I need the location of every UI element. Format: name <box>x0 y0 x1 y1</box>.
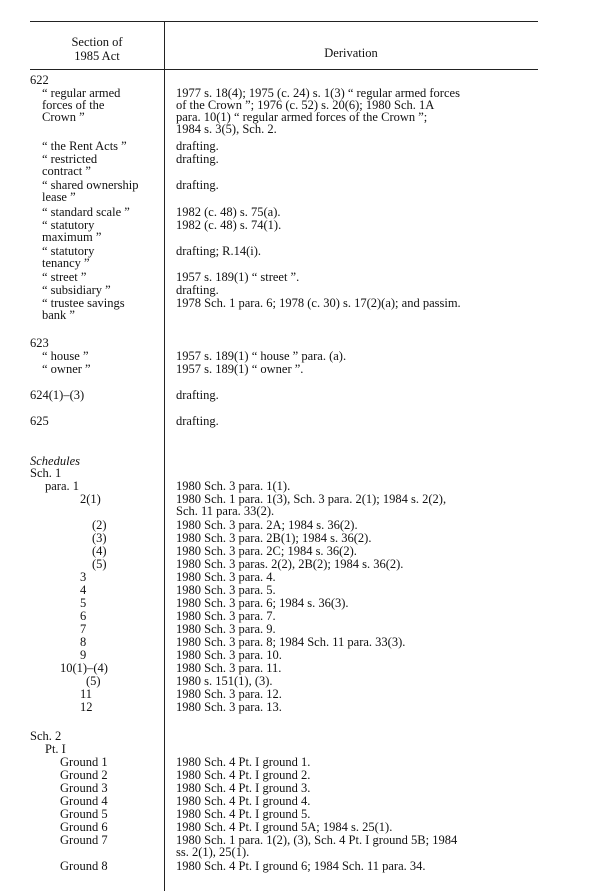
derivation-cell: drafting. <box>176 178 219 192</box>
derivation-cell: 1980 Sch. 3 para. 5. <box>176 583 276 597</box>
section-cell: 8 <box>80 635 87 649</box>
section-cell: 5 <box>80 596 87 610</box>
section-cell: 6 <box>80 609 87 623</box>
derivation-cell: drafting. <box>176 152 219 166</box>
derivation-cell: 1980 Sch. 4 Pt. I ground 5A; 1984 s. 25(1). <box>176 820 393 834</box>
section-cell: “ standard scale ” <box>42 205 130 219</box>
derivation-cell: 1980 Sch. 3 para. 11. <box>176 661 282 675</box>
derivation-cell: 1977 s. 18(4); 1975 (c. 24) s. 1(3) “ regular armed forces of the Crown ”; 1976 (c. 52) s. 20(6); 1980 Sch. 1A para. 10(1) “ regular armed forces of the Crown ”; 1984 s. 3(5), Sch. 2. <box>176 86 460 136</box>
section-cell: 12 <box>80 700 93 714</box>
derivation-cell: 1980 Sch. 4 Pt. I ground 4. <box>176 794 311 808</box>
derivation-cell: 1980 Sch. 4 Pt. I ground 3. <box>176 781 311 795</box>
section-cell: 2(1) <box>80 492 101 506</box>
section-cell: 624(1)–(3) <box>30 388 85 402</box>
derivation-cell: drafting. <box>176 139 219 153</box>
section-cell: 10(1)–(4) <box>60 661 108 675</box>
section-cell: 622 <box>30 73 49 87</box>
derivation-cell: 1980 Sch. 3 para. 12. <box>176 687 282 701</box>
derivation-cell: drafting. <box>176 283 219 297</box>
section-cell: (3) <box>92 531 107 545</box>
section-cell: “ the Rent Acts ” <box>42 139 127 153</box>
derivation-cell: 1980 Sch. 4 Pt. I ground 1. <box>176 755 311 769</box>
derivation-cell: 1957 s. 189(1) “ street ”. <box>176 270 300 284</box>
derivation-cell: 1957 s. 189(1) “ owner ”. <box>176 362 304 376</box>
derivation-cell: 1982 (c. 48) s. 74(1). <box>176 218 282 232</box>
header-rule <box>30 69 538 70</box>
derivation-cell: 1980 Sch. 3 para. 6; 1984 s. 36(3). <box>176 596 349 610</box>
section-cell: “ trustee savings bank ” <box>42 296 125 322</box>
section-cell: “ shared ownership lease ” <box>42 178 139 204</box>
section-cell: Ground 8 <box>60 859 108 873</box>
header-derivation-column: Derivation <box>324 46 378 60</box>
derivation-cell: 1980 Sch. 3 para. 9. <box>176 622 276 636</box>
derivation-cell: drafting. <box>176 388 219 402</box>
top-rule <box>30 21 538 22</box>
section-cell: Ground 2 <box>60 768 108 782</box>
derivation-cell: 1978 Sch. 1 para. 6; 1978 (c. 30) s. 17(2)(a); and passim. <box>176 296 461 310</box>
section-cell: “ statutory tenancy ” <box>42 244 95 270</box>
section-cell: 4 <box>80 583 87 597</box>
section-cell: “ subsidiary ” <box>42 283 111 297</box>
section-cell: Sch. 2 <box>30 729 62 743</box>
section-cell: “ regular armed forces of the Crown ” <box>42 86 121 124</box>
derivation-cell: 1980 Sch. 3 para. 13. <box>176 700 282 714</box>
section-cell: 625 <box>30 414 49 428</box>
column-divider <box>164 21 165 891</box>
section-cell: Ground 7 <box>60 833 108 847</box>
section-cell: Pt. I <box>45 742 66 756</box>
derivation-cell: 1980 s. 151(1), (3). <box>176 674 273 688</box>
derivation-cell: 1980 Sch. 4 Pt. I ground 5. <box>176 807 311 821</box>
section-cell: (5) <box>86 674 101 688</box>
derivation-cell: 1980 Sch. 4 Pt. I ground 2. <box>176 768 311 782</box>
derivation-cell: 1980 Sch. 3 para. 2B(1); 1984 s. 36(2). <box>176 531 372 545</box>
section-cell: 7 <box>80 622 87 636</box>
section-cell: (2) <box>92 518 107 532</box>
derivation-cell: 1980 Sch. 3 para. 4. <box>176 570 276 584</box>
section-cell: Schedules <box>30 454 80 468</box>
derivation-cell: 1980 Sch. 3 para. 10. <box>176 648 282 662</box>
section-cell: (4) <box>92 544 107 558</box>
section-cell: Sch. 1 <box>30 466 62 480</box>
derivation-cell: 1982 (c. 48) s. 75(a). <box>176 205 281 219</box>
section-cell: 11 <box>80 687 93 701</box>
derivation-cell: 1980 Sch. 1 para. 1(3), Sch. 3 para. 2(1); 1984 s. 2(2), Sch. 11 para. 33(2). <box>176 492 447 518</box>
section-cell: 623 <box>30 336 49 350</box>
derivation-cell: 1980 Sch. 3 para. 1(1). <box>176 479 291 493</box>
derivation-cell: 1980 Sch. 1 para. 1(2), (3), Sch. 4 Pt. I ground 5B; 1984 ss. 2(1), 25(1). <box>176 833 458 859</box>
section-cell: Ground 5 <box>60 807 108 821</box>
section-cell: 3 <box>80 570 87 584</box>
section-cell: Ground 3 <box>60 781 108 795</box>
section-cell: Ground 4 <box>60 794 108 808</box>
derivation-cell: 1980 Sch. 3 para. 2C; 1984 s. 36(2). <box>176 544 357 558</box>
section-cell: 9 <box>80 648 87 662</box>
derivation-cell: 1980 Sch. 4 Pt. I ground 6; 1984 Sch. 11 para. 34. <box>176 859 426 873</box>
section-cell: Ground 6 <box>60 820 108 834</box>
section-cell: Ground 1 <box>60 755 108 769</box>
section-cell: “ street ” <box>42 270 87 284</box>
header-section-column: Section of 1985 Act <box>71 35 123 63</box>
section-cell: “ statutory maximum ” <box>42 218 102 244</box>
derivation-cell: drafting. <box>176 414 219 428</box>
section-cell: (5) <box>92 557 107 571</box>
derivation-cell: 1980 Sch. 3 para. 8; 1984 Sch. 11 para. 33(3). <box>176 635 406 649</box>
derivation-cell: 1980 Sch. 3 para. 2A; 1984 s. 36(2). <box>176 518 358 532</box>
section-cell: “ restricted contract ” <box>42 152 98 178</box>
section-cell: para. 1 <box>45 479 80 493</box>
derivation-cell: drafting; R.14(i). <box>176 244 262 258</box>
section-cell: “ owner ” <box>42 362 91 376</box>
derivation-cell: 1957 s. 189(1) “ house ” para. (a). <box>176 349 347 363</box>
section-cell: “ house ” <box>42 349 89 363</box>
derivation-cell: 1980 Sch. 3 paras. 2(2), 2B(2); 1984 s. 36(2). <box>176 557 404 571</box>
derivation-cell: 1980 Sch. 3 para. 7. <box>176 609 276 623</box>
